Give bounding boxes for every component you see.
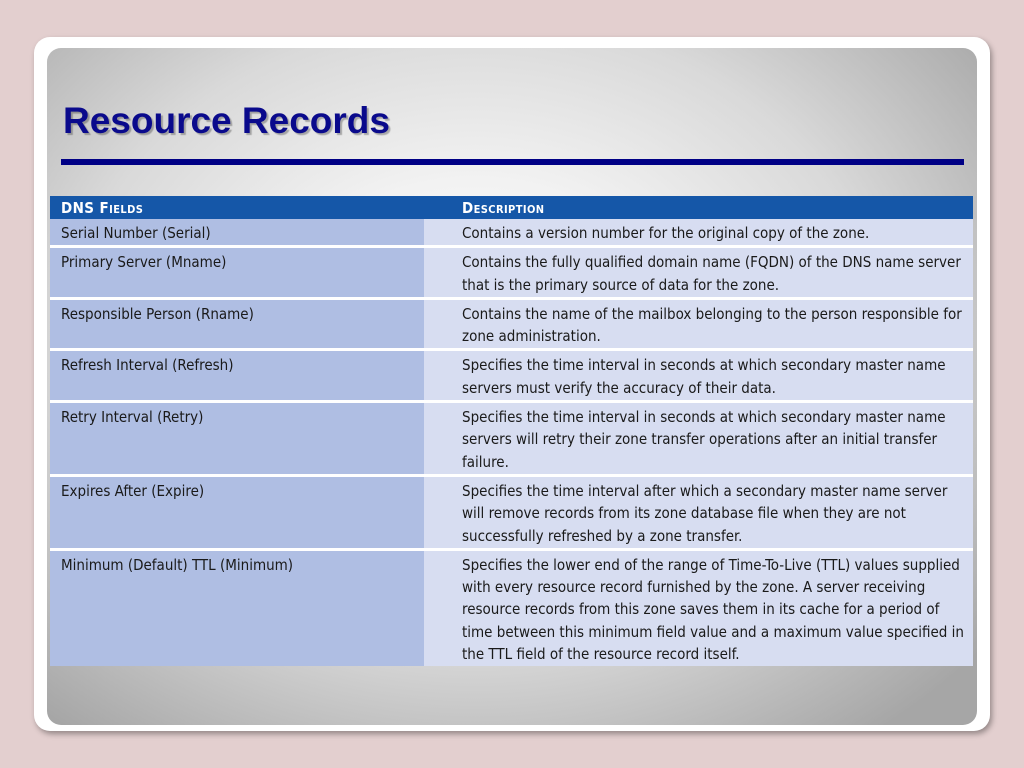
field-cell: Serial Number (Serial) [50,219,424,247]
field-cell: Primary Server (Mname) [50,247,424,299]
slide-title: Resource Records [63,100,390,141]
field-cell: Refresh Interval (Refresh) [50,350,424,402]
description-cell: Specifies the time interval in seconds at which secondary master name servers must verify the accuracy of their data. [424,350,973,402]
description-cell: Contains the fully qualified domain name (FQDN) of the DNS name server that is the primary source of data for the zone. [424,247,973,299]
description-cell: Specifies the time interval in seconds at which secondary master name servers will retry their zone transfer operations after an initial transfer failure. [424,402,973,476]
title-rule [61,159,964,165]
table-row [50,247,973,299]
field-cell: Minimum (Default) TTL (Minimum) [50,549,424,666]
field-cell: Retry Interval (Retry) [50,402,424,476]
table-row [50,402,973,476]
table-row [50,219,973,247]
table-row [50,549,973,666]
table-row [50,350,973,402]
header-description: Description [424,196,973,219]
field-cell: Expires After (Expire) [50,475,424,549]
table-header-row [50,196,973,219]
description-cell: Specifies the lower end of the range of Time-To-Live (TTL) values supplied with every resource record furnished by the zone. A server receiving resource records from this zone saves them in its cache for a period of time between this minimum field value and a maximum value specified in the TTL field of the resource record itself. [424,549,973,666]
field-cell: Responsible Person (Rname) [50,298,424,350]
dns-fields-table [50,196,973,666]
slide [47,48,977,725]
description-cell: Contains the name of the mailbox belonging to the person responsible for zone administration. [424,298,973,350]
header-dns-fields: DNS Fields [50,196,424,219]
description-cell: Specifies the time interval after which a secondary master name server will remove records from its zone database file when they are not successfully refreshed by a zone transfer. [424,475,973,549]
table-row [50,475,973,549]
description-cell: Contains a version number for the original copy of the zone. [424,219,973,247]
table-row [50,298,973,350]
